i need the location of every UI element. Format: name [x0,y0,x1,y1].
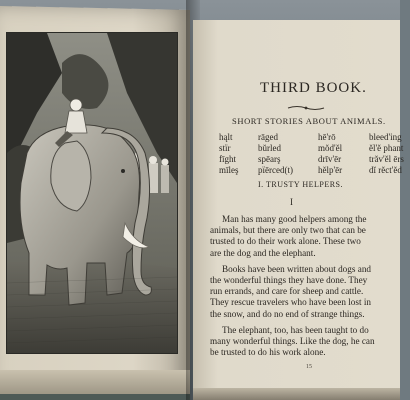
vocabulary-word: dĭ rĕct'ĕd [369,165,402,175]
vocabulary-table [219,132,409,176]
vocabulary-row [219,132,409,143]
vocabulary-word: bŭrled [258,143,281,153]
vocabulary-word: pïērced(t) [258,165,293,175]
ornament-rule-icon [288,105,324,111]
page-number: 15 [306,364,312,370]
body-line: They rescue travelers who have been lost in [210,297,371,308]
vocabulary-word: hąlt [219,132,233,142]
body-line: the wonderful things they have done. They [210,274,368,285]
vocabulary-word: drīv'ēr [318,154,342,164]
section-number: I [290,197,293,207]
body-line: trusted to do their work alone. These two [210,236,361,247]
page-subheading: SHORT STORIES ABOUT ANIMALS. [232,116,386,126]
body-line: be trusted to do his work alone. [210,347,326,358]
vocabulary-word: fīght [219,154,236,164]
vocabulary-word: bleed'ing [369,132,402,142]
body-line: Man has many good helpers among the [222,214,367,224]
section-title: I. TRUSTY HELPERS. [258,180,344,189]
body-line: the snow, and do no end of strange things. [210,308,365,319]
page-heading: THIRD BOOK. [260,80,367,96]
vocabulary-word: hē'rō [318,132,336,142]
vocabulary-word: hĕlp'ēr [318,165,343,175]
vocabulary-word: mīleş [219,165,239,175]
body-line: many wonderful things. Like the dog, he can [210,335,375,346]
body-line: Books have been written about dogs and [222,263,372,274]
vocabulary-row [219,143,409,154]
vocabulary-word: stïr [219,143,231,153]
vocabulary-word: spēarş [258,154,281,164]
elephant-illustration [6,32,178,354]
body-line: run errands, and care for sheep and cattle. [210,286,364,297]
body-line: The elephant, too, has been taught to do [222,324,369,335]
vocabulary-word: ĕl'ĕ phant [369,143,404,153]
vocabulary-word: trăv'ĕl ērs [369,154,404,164]
left-page-edge [0,370,190,394]
body-line: are the dog and the elephant. [210,247,316,258]
body-line: animals, but there are only two that can be [210,225,366,236]
vocabulary-row [219,154,409,165]
vocabulary-word: mŏd'ĕl [318,143,343,153]
vocabulary-word: rāged [258,132,278,142]
body-text [210,214,400,358]
vocabulary-row [219,165,409,176]
elephant-engraving-icon [7,33,177,353]
right-page-text [210,20,404,392]
